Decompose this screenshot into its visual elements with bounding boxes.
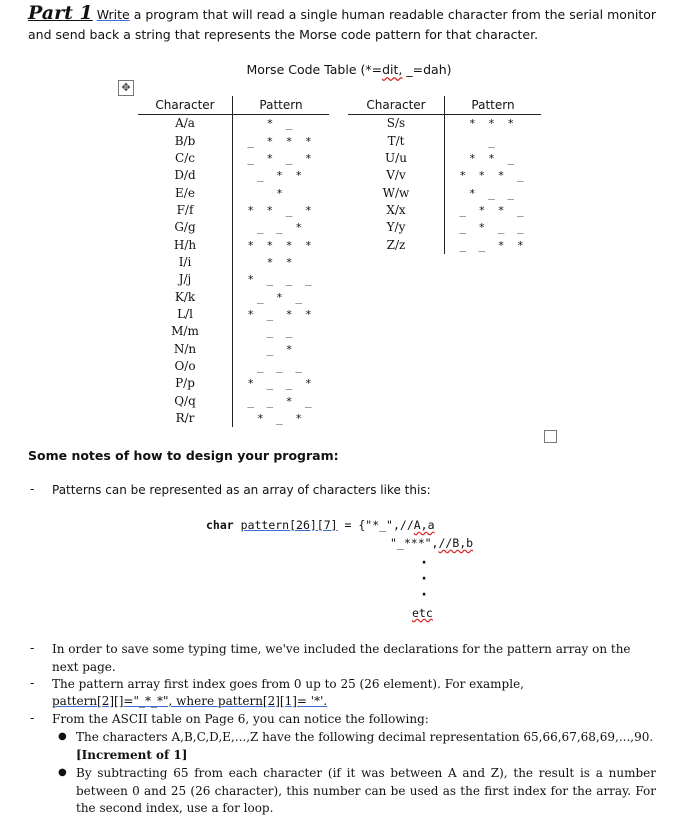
pattern-cell: * * _ <box>468 151 518 165</box>
pattern-cell: * <box>276 186 286 200</box>
note-declarations: In order to save some typing time, we've included the declarations for the pattern array on the next page. <box>52 642 631 674</box>
note-ascii-decimal: The characters A,B,C,D,E,...,Z have the following decimal representation 65,66,67,68,69,...,90. [Increment of 1] <box>76 730 654 762</box>
column-header-pattern: Pattern <box>445 96 542 115</box>
table-row <box>138 132 329 149</box>
character-cell: G/g <box>138 219 233 236</box>
pattern-cell: _ _ <box>266 325 296 339</box>
table-row <box>138 167 329 184</box>
morse-table-right <box>348 96 541 254</box>
table-row <box>138 219 329 236</box>
character-cell: I/i <box>138 254 233 271</box>
character-cell: Z/z <box>348 236 445 253</box>
code-line-2: "_***",//B,b <box>390 536 474 550</box>
character-cell: F/f <box>138 202 233 219</box>
character-cell: B/b <box>138 132 233 149</box>
ellipsis-dot: · <box>421 587 427 603</box>
character-cell: M/m <box>138 323 233 340</box>
heading-first-word: Write <box>96 7 130 22</box>
pattern-cell: _ * * _ <box>459 203 527 217</box>
table-row <box>348 236 541 253</box>
character-cell: Q/q <box>138 393 233 410</box>
table-row <box>138 115 329 133</box>
table-row <box>138 340 329 357</box>
pattern-cell: _ _ * _ <box>247 394 315 408</box>
pattern-cell: * * * _ <box>459 169 527 183</box>
bullet-dot: ● <box>58 767 67 778</box>
table-row <box>138 202 329 219</box>
character-cell: K/k <box>138 288 233 305</box>
character-cell: H/h <box>138 236 233 253</box>
heading-line2: and send back a string that represents the Morse code pattern for that character. <box>28 27 539 42</box>
pattern-cell: * * <box>266 255 296 269</box>
table-row <box>348 219 541 236</box>
pattern-cell: _ <box>488 134 498 148</box>
notes-title: Some notes of how to design your program: <box>28 448 339 463</box>
table-row <box>138 236 329 253</box>
character-cell: P/p <box>138 375 233 392</box>
pattern-cell: * _ _ <box>468 186 518 200</box>
table-row <box>348 150 541 167</box>
code-line-1: char pattern[26][7] = {"*_",//A,a <box>206 518 435 532</box>
character-cell: N/n <box>138 340 233 357</box>
note-index-line2: pattern[2][]="_*_*", where pattern[2][1]= '*'. <box>52 694 328 708</box>
ellipsis-dot: · <box>421 571 427 587</box>
character-cell: T/t <box>348 132 445 149</box>
bullet-dash: - <box>30 676 35 690</box>
table-row <box>138 184 329 201</box>
bullet-dash: - <box>30 641 35 655</box>
column-header-pattern: Pattern <box>233 96 330 115</box>
note-index-line1: The pattern array first index goes from 0 up to 25 (26 element). For example, <box>52 677 524 691</box>
pattern-cell: _ * _ * <box>247 151 315 165</box>
table-row <box>348 202 541 219</box>
table-row <box>348 132 541 149</box>
column-header-character: Character <box>138 96 233 115</box>
table-row <box>138 375 329 392</box>
pattern-cell: * _ _ * <box>247 377 315 391</box>
table-row <box>138 288 329 305</box>
pattern-cell: _ _ * * <box>459 238 527 252</box>
bullet-dash: - <box>30 711 35 725</box>
pattern-cell: * _ * <box>256 412 306 426</box>
checkbox[interactable] <box>544 430 557 443</box>
table-row <box>138 323 329 340</box>
character-cell: V/v <box>348 167 445 184</box>
character-cell: U/u <box>348 150 445 167</box>
character-cell: C/c <box>138 150 233 167</box>
table-row <box>138 410 329 427</box>
character-cell: L/l <box>138 306 233 323</box>
character-cell: S/s <box>348 115 445 133</box>
table-row <box>138 393 329 410</box>
pattern-cell: * * _ * <box>247 203 315 217</box>
assignment-heading <box>28 4 668 44</box>
character-cell: O/o <box>138 358 233 375</box>
pattern-cell: _ * _ <box>256 290 306 304</box>
character-cell: J/j <box>138 271 233 288</box>
morse-table-left <box>138 96 329 427</box>
bullet-dot: ● <box>58 731 67 742</box>
pattern-cell: _ * <box>266 342 296 356</box>
part-label: Part 1 <box>28 2 93 24</box>
character-cell: X/x <box>348 202 445 219</box>
character-cell: W/w <box>348 184 445 201</box>
table-title: Morse Code Table (*=dit, _=dah) <box>246 62 452 77</box>
bullet-dash: - <box>30 482 35 496</box>
table-row <box>348 167 541 184</box>
table-row <box>138 254 329 271</box>
ellipsis-dot: · <box>421 555 427 571</box>
code-etc: etc <box>412 606 433 620</box>
pattern-cell: * * * * <box>247 238 315 252</box>
note-subtract-65: By subtracting 65 from each character (if it was between A and Z), the result is a number between 0 and 25 (26 character), this number can be used as the first index for the array. For the second index, use a for loop. <box>76 766 656 815</box>
pattern-cell: * * * <box>468 117 518 131</box>
character-cell: E/e <box>138 184 233 201</box>
character-cell: R/r <box>138 410 233 427</box>
character-cell: D/d <box>138 167 233 184</box>
note-patterns: Patterns can be represented as an array of characters like this: <box>52 483 431 497</box>
table-row <box>138 306 329 323</box>
pattern-cell: _ _ * <box>256 221 306 235</box>
table-row <box>138 358 329 375</box>
pattern-cell: * _ * * <box>247 307 315 321</box>
pattern-cell: _ * * <box>256 169 306 183</box>
heading-line1: a program that will read a single human readable character from the serial monitor <box>129 7 657 22</box>
pattern-cell: _ _ _ <box>256 359 306 373</box>
table-row <box>348 184 541 201</box>
column-header-character: Character <box>348 96 445 115</box>
table-row <box>348 115 541 133</box>
character-cell: A/a <box>138 115 233 133</box>
table-move-handle-icon[interactable]: ✥ <box>118 80 134 96</box>
pattern-cell: _ * * * <box>247 134 315 148</box>
table-row <box>138 271 329 288</box>
table-row <box>138 150 329 167</box>
pattern-cell: * _ _ _ <box>247 273 315 287</box>
pattern-cell: _ * _ _ <box>459 221 527 235</box>
character-cell: Y/y <box>348 219 445 236</box>
pattern-cell: * _ <box>266 117 296 131</box>
note-ascii: From the ASCII table on Page 6, you can notice the following: <box>52 712 429 726</box>
